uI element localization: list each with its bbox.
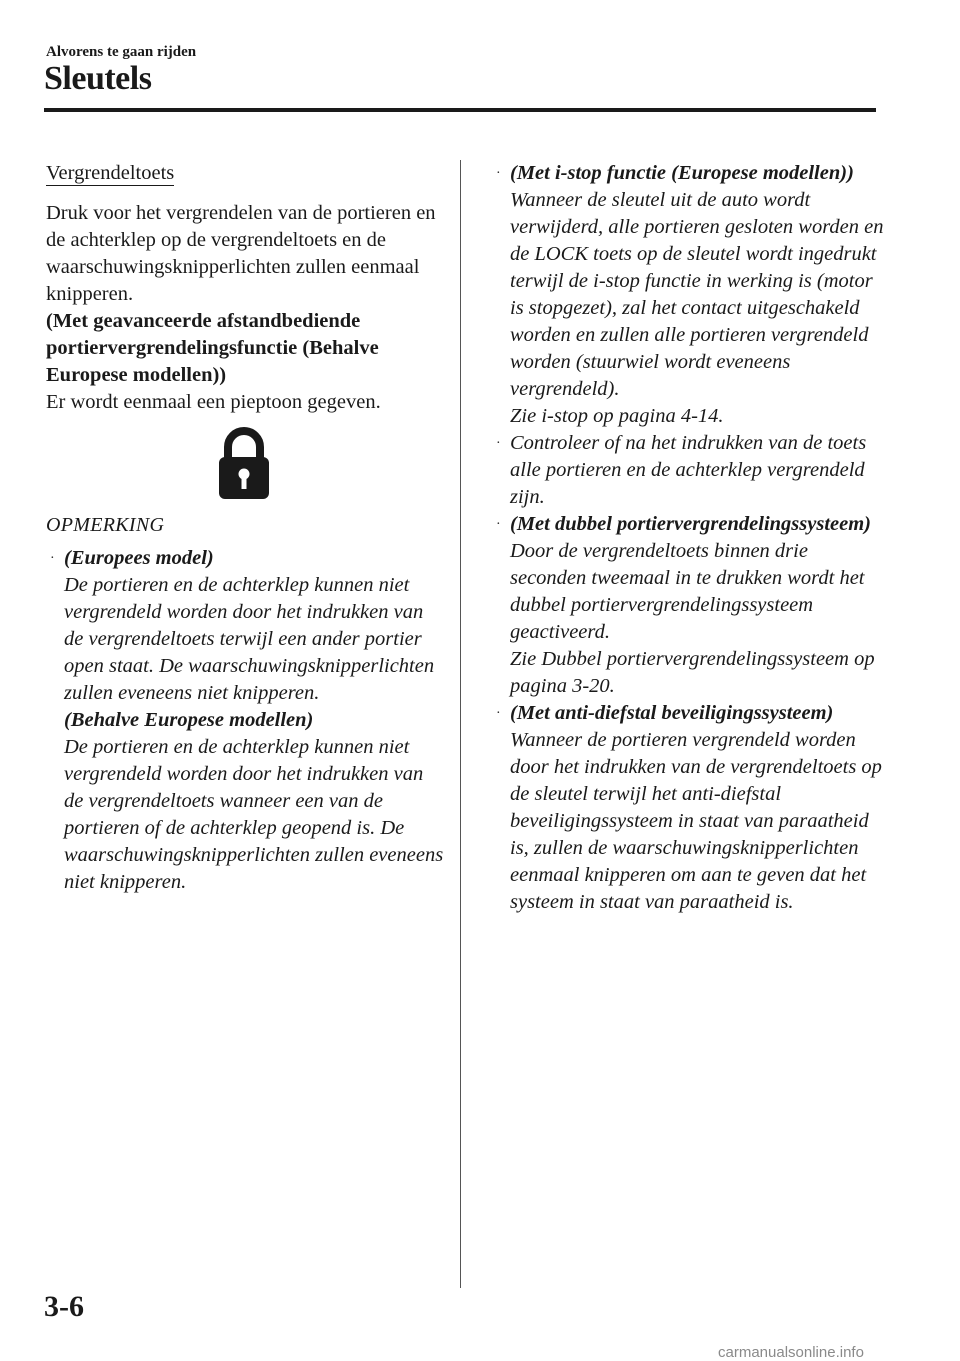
item-text: Door de vergrendeltoets binnen drie seconden tweemaal in te drukken wordt het dubbel portiervergrendelingssysteem geactiveerd. [510,540,865,643]
note-title: OPMERKING [46,514,165,536]
page-title: Sleutels [44,60,152,97]
item-ref: Zie i-stop op pagina 4-14. [510,405,724,427]
item-text: Controleer of na het indrukken van de toets alle portieren en de achterklep vergrendeld zijn. [510,432,867,508]
note-item-check [492,430,887,511]
bullet-dot: · [50,551,55,566]
item-label: (Met i-stop functie (Europese modellen)) [510,162,854,184]
column-divider [460,160,461,1288]
watermark: carmanualsonline.info [718,1344,864,1361]
note-item-double-lock [492,511,887,700]
bold-condition: (Met geavanceerde afstandbediende portiervergrendelingsfunctie (Behalve Europese modellen)) [46,310,379,386]
intro-paragraph: Druk voor het vergrendelen van de portieren en de achterklep op de vergrendeltoets en de waarschuwingsknipperlichten zullen eenmaal knipperen. [46,202,436,305]
left-column [46,160,446,896]
page-number: 3-6 [44,1290,84,1323]
bullet-dot: · [496,706,501,721]
right-column [492,160,887,916]
bullet-dot: · [496,436,501,451]
item-label: (Met anti-diefstal beveiligingssysteem) [510,702,834,724]
item-text: Wanneer de portieren vergrendeld worden door het indrukken van de vergrendeltoets op de sleutel terwijl het anti-diefstal beveiligingssysteem in staat van paraatheid is, zullen de waarschuwingsknipperlichten eenmaal knipperen om aan te geven dat het systeem in staat van paraatheid is. [510,729,882,913]
bullet-dot: · [496,166,501,181]
note-block [46,545,446,896]
non-european-text: De portieren en de achterklep kunnen niet vergrendeld worden door het indrukken van de vergrendeltoets wanneer een van de portieren of de achterklep geopend is. De waarschuwingsknipperlichten zullen eveneens niet knipperen. [64,736,444,893]
item-label: (Met dubbel portiervergrendelingssysteem) [510,513,871,535]
note-item-istop [492,160,887,430]
european-label: (Europees model) [64,547,214,569]
lock-icon [213,426,275,500]
beep-paragraph: Er wordt eenmaal een pieptoon gegeven. [46,391,381,413]
bullet-dot: · [496,517,501,532]
note-bullet [46,545,446,896]
lock-figure [46,418,446,510]
header-rule [44,108,876,112]
section-heading: Vergrendeltoets [46,162,175,184]
item-ref: Zie Dubbel portiervergrendelingssysteem op pagina 3-20. [510,648,875,697]
european-text: De portieren en de achterklep kunnen niet vergrendeld worden door het indrukken van de vergrendeltoets terwijl een ander portier open staat. De waarschuwingsknipperlichten zullen eveneens niet knipperen. [64,574,435,704]
non-european-label: (Behalve Europese modellen) [64,709,314,731]
item-text: Wanneer de sleutel uit de auto wordt verwijderd, alle portieren gesloten worden en de LOCK toets op de sleutel wordt ingedrukt terwijl de i-stop functie in werking is (motor is stopgezet), zal het contact uitgeschakeld worden en zullen alle portieren vergrendeld worden (stuurwiel wordt eveneens vergrendeld). [510,189,884,400]
note-item-anti-theft [492,700,887,916]
header-section: Alvorens te gaan rijden [46,44,197,60]
